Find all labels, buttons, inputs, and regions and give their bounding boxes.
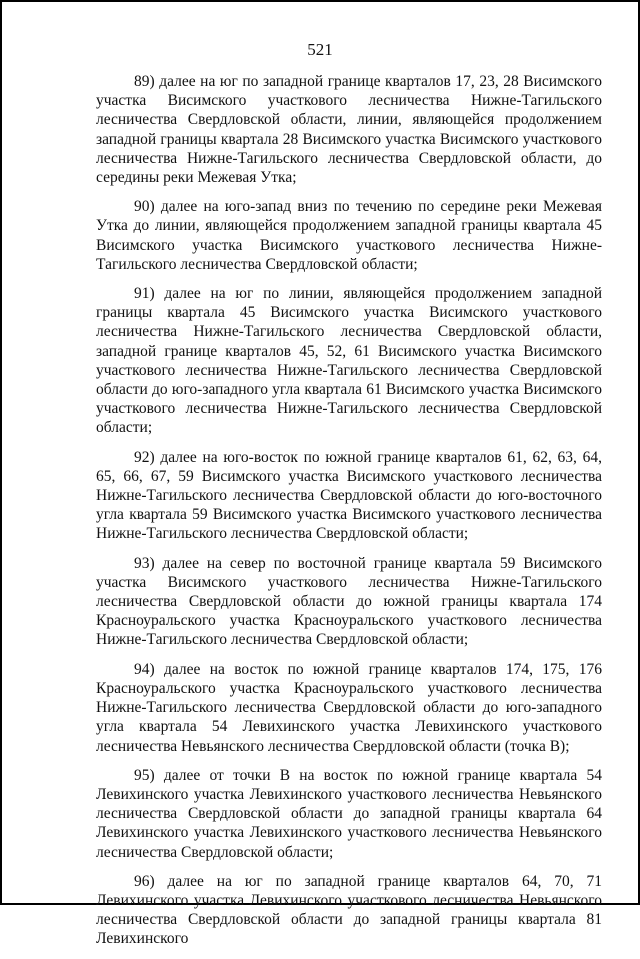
paragraph-92: 92) далее на юго-восток по южной границе кварталов 61, 62, 63, 64, 65, 66, 67, 59 Висимского участка Висимского участкового лесничества Нижне-Тагильского лесничества Свердловской области до юго-восточного угла квартала 59 Висимского участка Висимского участкового лесничества Нижне-Тагильского лесничества Свердловской области; — [96, 448, 602, 543]
paragraph-93: 93) далее на север по восточной границе квартала 59 Висимского участка Висимского участкового лесничества Нижне-Тагильского лесничества Свердловской области до южной границы квартала 174 Красноуральского участка Красноуральского участкового лесничества Нижне-Тагильского лесничества Свердловской области; — [96, 554, 602, 649]
paragraph-94: 94) далее на восток по южной границе кварталов 174, 175, 176 Красноуральского участка Красноуральского участкового лесничества Нижне-Тагильского лесничества Свердловской области до юго-западного угла квартала 54 Левихинского участка Левихинского участкового лесничества Невьянского лесничества Свердловской области (точка В); — [96, 660, 602, 755]
paragraph-89: 89) далее на юг по западной границе кварталов 17, 23, 28 Висимского участка Висимского участкового лесничества Нижне-Тагильского лесничества Свердловской области, линии, являющейся продолжением западной границы квартала 28 Висимского участка Висимского участкового лесничества Нижне-Тагильского лесничества Свердловской области, до середины реки Межевая Утка; — [96, 73, 602, 187]
paragraph-91: 91) далее на юг по линии, являющейся продолжением западной границы квартала 45 Висимского участка Висимского участкового лесничества Нижне-Тагильского лесничества Свердловской области, западной границе кварталов 45, 52, 61 Висимского участка Висимского участкового лесничества Нижне-Тагильского лесничества Свердловской области до юго-западного угла квартала 61 Висимского участка Висимского участкового лесничества Нижне-Тагильского лесничества Свердловской области; — [96, 285, 602, 437]
document-body — [96, 72, 602, 959]
paragraph-90: 90) далее на юго-запад вниз по течению по середине реки Межевая Утка до линии, являющейся продолжением западной границы квартала 45 Висимского участка Висимского участкового лесничества Нижне-Тагильского лесничества Свердловской области; — [96, 198, 602, 273]
paragraph-96: 96) далее на юг по западной границе кварталов 64, 70, 71 Левихинского участка Левихинского участкового лесничества Невьянского лесничества Свердловской области до западной границы квартала 81 Левихинского — [96, 872, 602, 948]
page-number: 521 — [307, 40, 333, 59]
paragraph-95: 95) далее от точки В на восток по южной границе квартала 54 Левихинского участка Левихинского участкового лесничества Невьянского лесничества Свердловской области до западной границы квартала 64 Левихинского участка Левихинского участкового лесничества Невьянского лесничества Свердловской области; — [96, 766, 602, 861]
